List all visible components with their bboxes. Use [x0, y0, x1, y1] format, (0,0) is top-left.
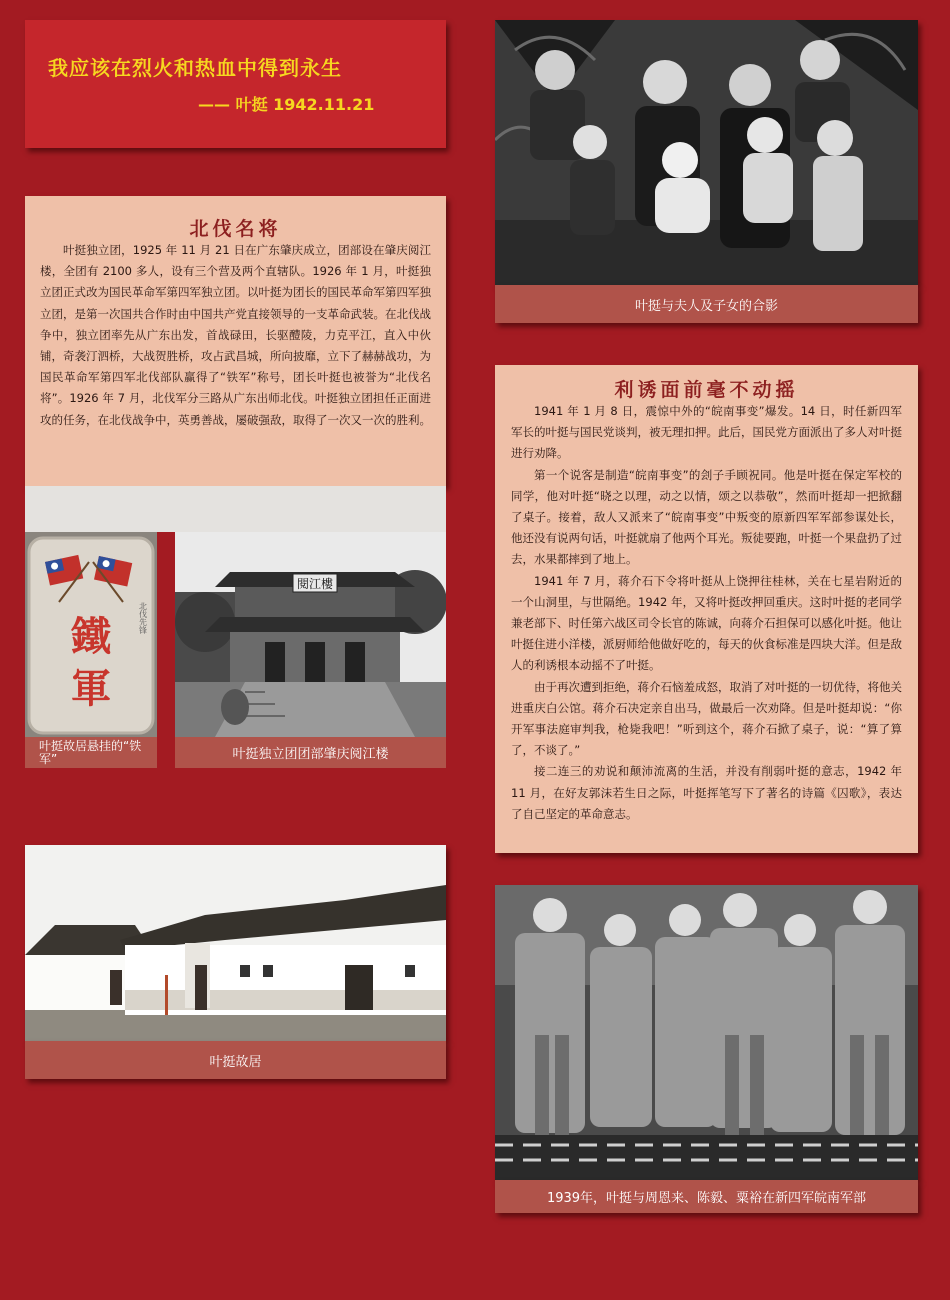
svg-text:北伐先锋: 北伐先锋	[138, 602, 148, 634]
yuejiang-tower-photo	[175, 532, 446, 737]
title-banner	[25, 20, 446, 148]
liyou-paragraph: 1941 年 7 月，蒋介石下令将叶挺从上饶押往桂林，关在七星岩附近的一个山洞里，与世隔绝。1942 年，又将叶挺改押回重庆。这时叶挺的老同学兼老部下、时任第六战区司令长官的陈诚，向蒋介石担保可以感化叶挺。他让叶挺住进小洋楼，派厨师给他做好吃的，每天的伙食标准是四块大洋。但是敌人的利诱根本动摇不了叶挺。	[511, 573, 902, 673]
beifa-body	[40, 240, 431, 431]
liyou-paragraph: 1941 年 1 月 8 日，震惊中外的“皖南事变”爆发。14 日，时任新四军军长的叶挺与国民党谈判，被无理扣押。此后，国民党方面派出了多人对叶挺进行劝降。	[511, 404, 902, 461]
quote-signature: —— 叶挺 1942.11.21	[198, 95, 375, 114]
liyou-paragraph: 接二连三的劝说和颠沛流离的生活，并没有削弱叶挺的意志，1942 年11 月，在好友郭沫若生日之际，叶挺挥笔写下了著名的诗篇《囚歌》，表达了自己坚定的革命意志。	[511, 764, 902, 821]
new-fourth-army-photo	[495, 885, 918, 1180]
iron-army-flag-photo	[25, 532, 157, 737]
gray-divider	[25, 486, 446, 532]
former-residence-photo	[25, 845, 446, 1041]
liyou-title: 利诱面前毫不动摇	[614, 379, 799, 401]
family-photo-caption: 叶挺与夫人及子女的合影	[495, 285, 918, 323]
former-residence-caption: 叶挺故居	[25, 1041, 446, 1079]
svg-text:閱江樓: 閱江樓	[296, 577, 334, 591]
liyou-body	[511, 401, 902, 825]
beifa-paragraph: 叶挺独立团，1925 年 11 月 21 日在广东肇庆成立，团部设在肇庆阅江楼，全团有 2100 多人，设有三个营及两个直辖队。1926 年 1 月，叶挺独立团正式改为国民革命军第四军独立团。以叶挺为团长的国民革命军第四军独立团，是第一次国共合作时由中国共产党直接领导的一支革命武装。在北伐战争中，独立团率先从广东出发，首战碌田，长驱醴陵，力克平江，直入中伙铺，奇袭汀泗桥，大战贺胜桥，攻占武昌城，所向披靡，立下了赫赫战功，为国民革命军第四军北伐部队赢得了“铁军”称号，团长叶挺也被誉为“北伐名将”。1926 年 7 月，北伐军分三路从广东出师北伐。叶挺独立团担任正面进攻的任务，在北伐战争中，英勇善战，屡破强敌，取得了一次又一次的胜利。	[40, 243, 431, 427]
svg-text:軍: 軍	[71, 665, 111, 712]
yuejiang-photo-caption: 叶挺独立团团部肇庆阅江楼	[175, 737, 446, 768]
liyou-panel	[495, 365, 918, 853]
liyou-paragraph: 第一个说客是制造“皖南事变”的刽子手顾祝同。他是叶挺在保定军校的同学，他对叶挺“晓之以理，动之以情，颂之以恭敬”，然而叶挺却一把掀翻了桌子。接着，敌人又派来了“皖南事变”中叛变的原新四军军部参谋处长，他还没有说两句话，叶挺就扇了他两个耳光。叛徒要跑，叶挺一个果盘扔了过去，水果都摔到了地上。	[511, 467, 902, 567]
beifa-panel	[25, 196, 446, 486]
flag-photo-caption: 叶挺故居悬挂的“铁军”	[25, 737, 157, 768]
beifa-title: 北伐名将	[189, 218, 282, 240]
liyou-paragraph: 由于再次遭到拒绝，蒋介石恼羞成怒，取消了对叶挺的一切优待，将他关进重庆白公馆。蒋介石决定亲自出马，做最后一次劝降。但是叶挺却说：“你开军事法庭审判我，枪毙我吧！”听到这个，蒋介石掀了桌子，说：“算了算了，不谈了。”	[511, 679, 902, 758]
family-photo	[495, 20, 918, 285]
quote-text: 我应该在烈火和热血中得到永生	[48, 56, 342, 80]
new-fourth-army-caption: 1939年，叶挺与周恩来、陈毅、粟裕在新四军皖南军部	[495, 1180, 918, 1213]
svg-text:鐵: 鐵	[71, 613, 111, 660]
